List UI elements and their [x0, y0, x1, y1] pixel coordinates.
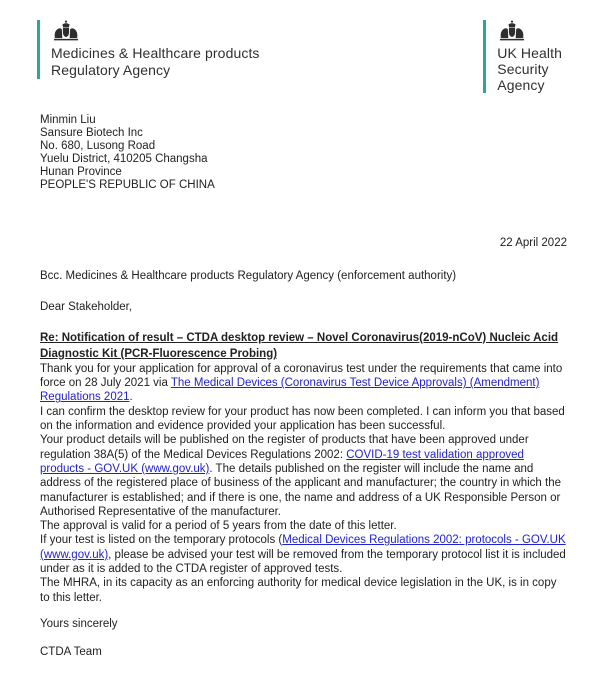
- recipient-company: Sansure Biotech Inc: [40, 127, 143, 139]
- paragraph-temporary-protocols: [40, 533, 567, 576]
- paragraph-application: [40, 362, 567, 405]
- mhra-name-line2: Regulatory Agency: [51, 62, 171, 78]
- recipient-street: No. 680, Lusong Road: [40, 140, 156, 152]
- mhra-name-line1: Medicines & Healthcare products: [51, 45, 260, 61]
- ukhsa-logo: [483, 20, 562, 93]
- royal-crest-icon: [51, 20, 81, 42]
- letter-content: [0, 114, 600, 660]
- link-medical-devices-protocols[interactable]: Medical Devices Regulations 2002: protocols - GOV.UK (www.gov.uk): [40, 534, 566, 561]
- paragraph-approval-validity: The approval is valid for a period of 5 years from the date of this letter.: [40, 520, 397, 533]
- paragraph-register-text: Your product details will be published on the register of products that have been approved under regulation 38A(5) of the Medical Devices Regulations 2002:: [40, 434, 529, 461]
- link-covid19-approved-products[interactable]: COVID-19 test validation approved products - GOV.UK (www.gov.uk): [40, 448, 524, 475]
- salutation: Dear Stakeholder,: [40, 300, 133, 313]
- letter-header: [0, 0, 600, 93]
- mhra-logo: [37, 20, 260, 79]
- recipient-district: Yuelu District, 410205 Changsha: [40, 153, 208, 165]
- signature: CTDA Team: [40, 646, 102, 659]
- paragraph-review-result: I can confirm the desktop review for your product has now been completed. I can inform you that based on the information and evidence provided your application has been successful.: [40, 405, 565, 433]
- paragraph-mhra-copy: The MHRA, in its capacity as an enforcing authority for medical device legislation in the UK, is in copy to this letter.: [40, 577, 557, 604]
- bcc-line: Bcc. Medicines & Healthcare products Regulatory Agency (enforcement authority): [40, 270, 457, 283]
- ukhsa-name-line1: UK Health: [497, 45, 562, 61]
- ukhsa-name-line3: Agency: [497, 77, 545, 93]
- recipient-name: Minmin Liu: [40, 114, 96, 126]
- recipient-province: Hunan Province: [40, 166, 122, 178]
- recipient-address: [40, 114, 567, 192]
- paragraph-register-publication: [40, 433, 567, 519]
- paragraph-protocols-text: If your test is listed on the temporary protocols (: [40, 534, 283, 547]
- royal-crest-icon: [497, 20, 527, 42]
- paragraph-application-text: Thank you for your application for approval of a coronavirus test under the requirements that came into force on 28 July 2021 via: [40, 362, 563, 390]
- paragraph-register-details: . The details published on the register will include the name and address of the registered place of business of the applicant and manufacturer; the country in which the manufacturer is established; and if there is one, the name and address of a UK Responsible Person or Authorised Representative of the manufacturer.: [40, 462, 562, 518]
- subject-line: Re: Notification of result – CTDA desktop review – Novel Coronavirus(2019-nCoV) Nucleic Acid Diagnostic Kit (PCR-Fluorescence Probing): [40, 331, 559, 360]
- paragraph-protocols-details: , please be advised your test will be removed from the temporary protocol list it is included under as it is added to the CTDA register of approved tests.: [40, 548, 566, 576]
- ukhsa-name-line2: Security: [497, 61, 549, 77]
- letter-date: 22 April 2022: [499, 237, 567, 249]
- recipient-country: PEOPLE'S REPUBLIC OF CHINA: [40, 179, 215, 191]
- link-coronavirus-test-approvals-regulations[interactable]: The Medical Devices (Coronavirus Test Device Approvals) (Amendment) Regulations 2021: [40, 377, 540, 404]
- signoff: Yours sincerely: [40, 617, 118, 630]
- paragraph-application-period: .: [129, 391, 133, 404]
